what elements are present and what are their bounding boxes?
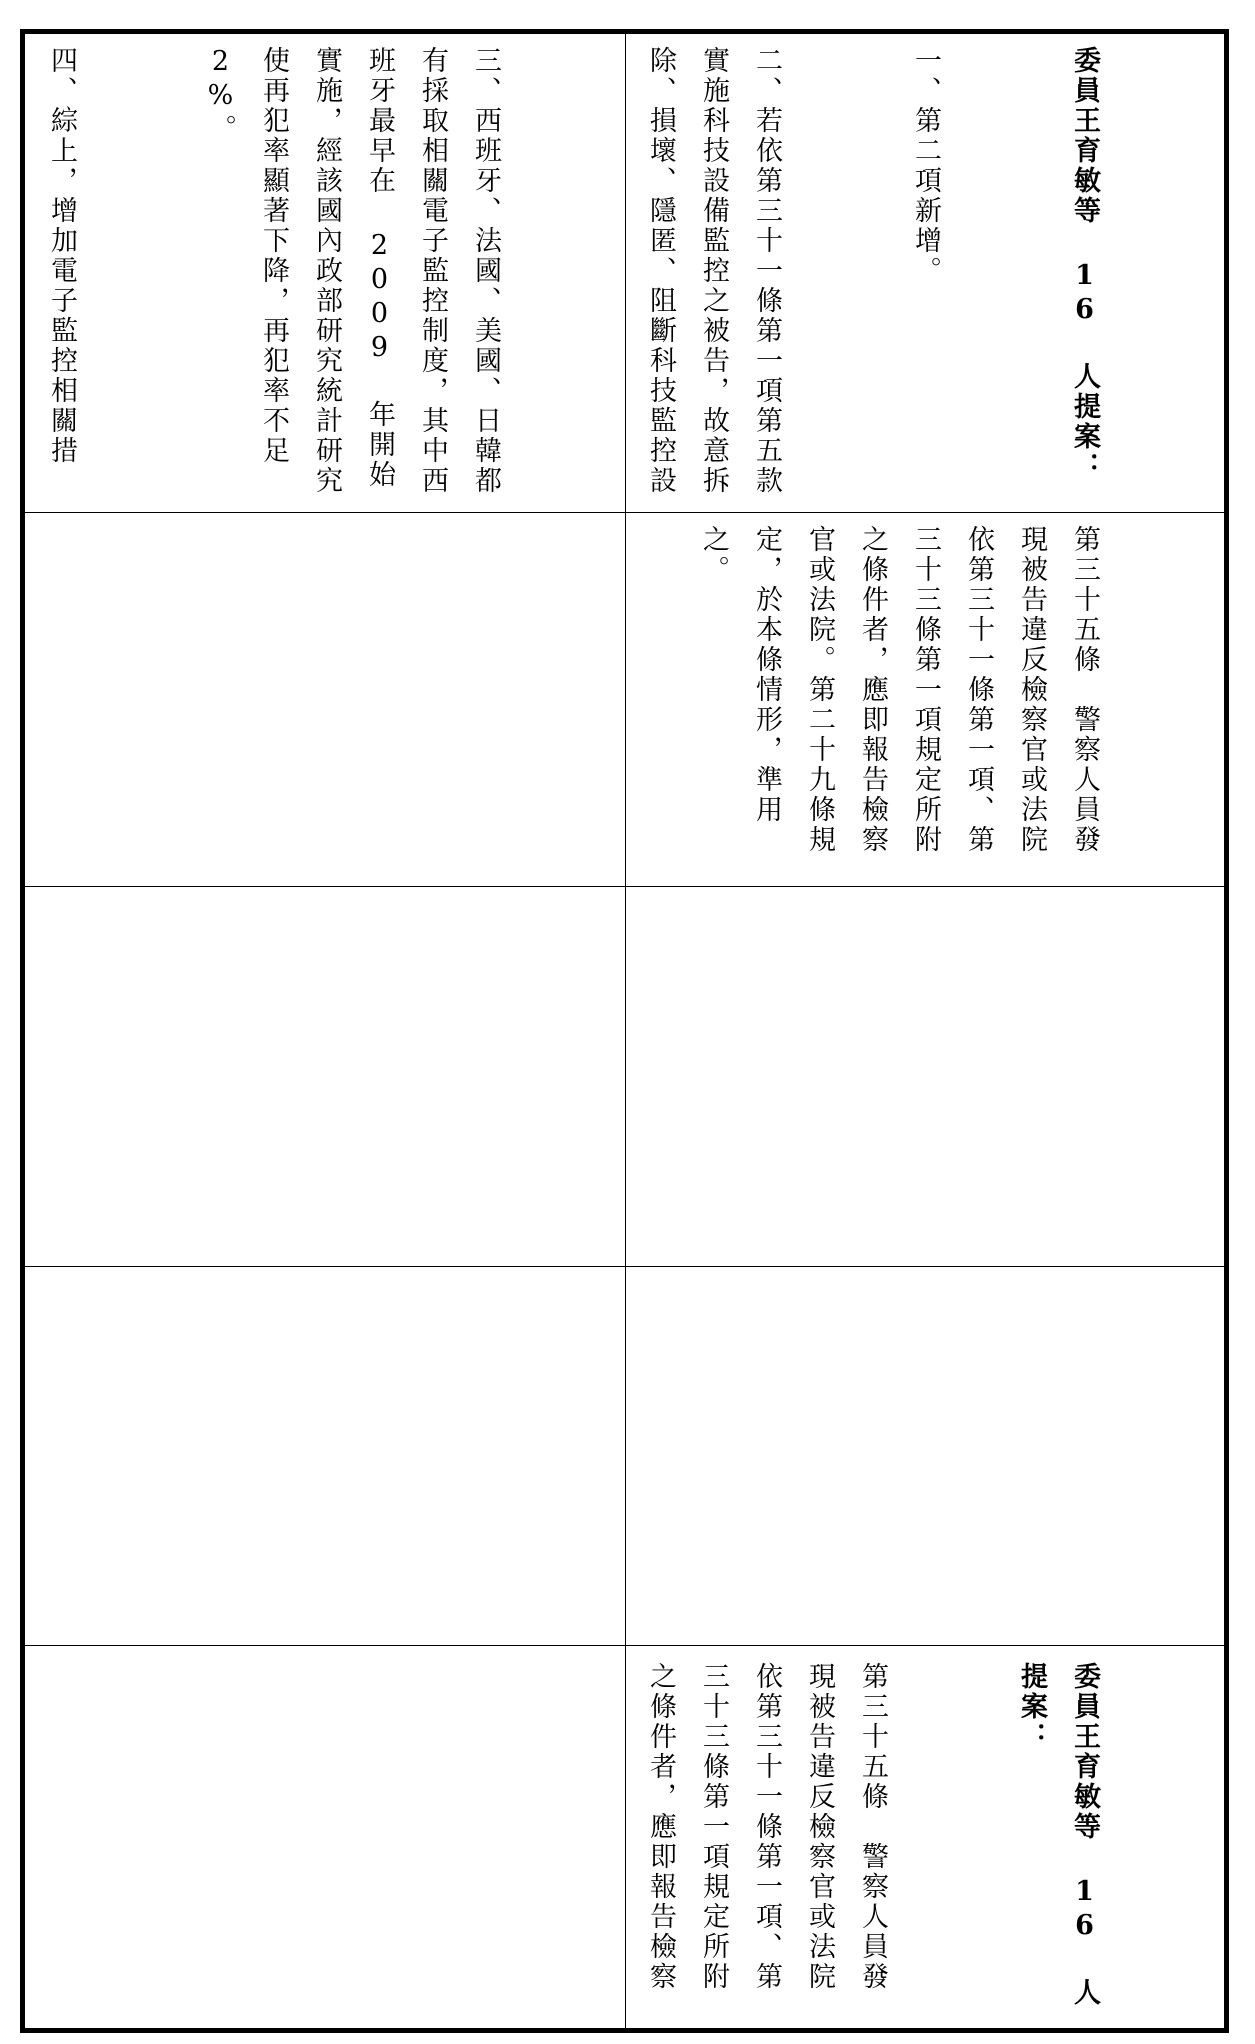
current-law-article: 第三十五條 警察人員發現被告違反檢察官或法院依第三十一條第一項、第三十三條第一項規定所附之條件者，應即報告檢察官或法院。第二十九條規定，於本條情形，準用之。 (698, 525, 1100, 855)
cell-empty-row2-left (26, 513, 624, 885)
cell-reason-top-left (26, 34, 624, 511)
table-border-bottom (20, 2028, 1229, 2033)
reason-item-4: 四、綜上，增加電子監控相關措 (46, 46, 77, 466)
proposal-text-block (626, 46, 1217, 501)
bottom-proposal-heading: 委員王育敏等 16 人提案： (1016, 1662, 1100, 2008)
cell-empty-row4-left (26, 1267, 624, 1644)
cell-empty-row3-right (626, 887, 1223, 1265)
current-law-text (626, 525, 1217, 875)
cell-empty-row5-left (26, 1646, 624, 2027)
cell-current-law (626, 513, 1223, 885)
bottom-proposal-article: 第三十五條 警察人員發現被告違反檢察官或法院依第三十一條第一項、第三十三條第一項規定所附之條件者，應即報告檢察 (645, 1662, 888, 1992)
proposal-item-2: 二、若依第三十一條第一項第五款實施科技設備監控之被告，故意拆除、損壞、隱匿、阻斷科技監控設 (645, 46, 782, 496)
cell-proposal-top-right (626, 34, 1223, 511)
cell-empty-row4-right (626, 1267, 1223, 1644)
proposal-item-1: 一、第二項新增。 (910, 46, 941, 286)
bottom-proposal-text (626, 1662, 1217, 2017)
reason-item-3: 三、西班牙、法國、美國、日韓都有採取相關電子監控制度，其中西班牙最早在 2009 年開始實施，經該國內政部研究統計研究使再犯率顯著下降，再犯率不足 2%。 (205, 46, 501, 500)
cell-bottom-proposal (626, 1646, 1223, 2027)
cell-empty-row3-left (26, 887, 624, 1265)
table-border-left (20, 29, 25, 2033)
reason-text-block (26, 46, 618, 501)
table-border-right (1224, 29, 1229, 2033)
proposal-heading: 委員王育敏等 16 人提案： (1069, 46, 1100, 482)
